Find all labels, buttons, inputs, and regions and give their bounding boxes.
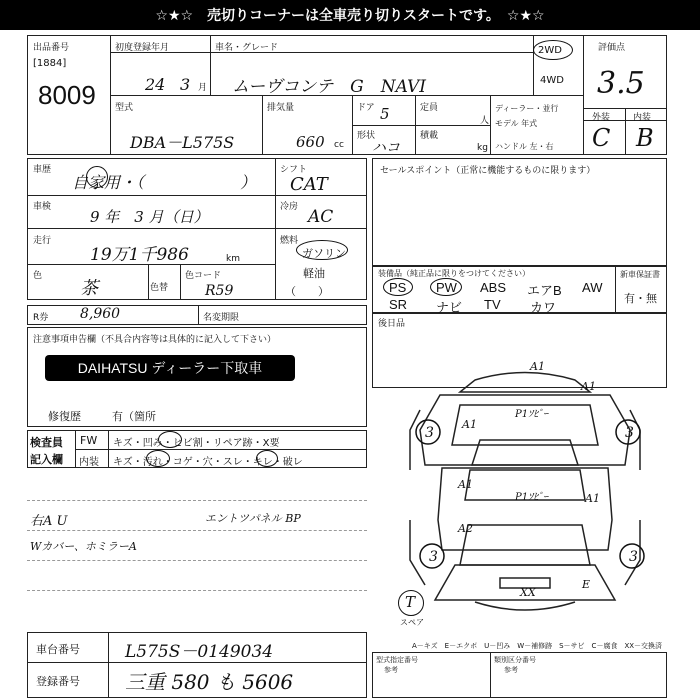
chassis-label: 車台番号	[36, 643, 80, 656]
r-price-label: R券	[33, 313, 49, 323]
spare-mark: T	[405, 593, 416, 611]
model-year: モデル 年式	[495, 119, 538, 128]
mark-hood: P1ｿﾋﾟｰ	[515, 409, 549, 420]
load-label: 積載	[420, 131, 439, 141]
color-label: 色	[33, 271, 43, 281]
plate-label: 登録番号	[36, 675, 80, 688]
inspector-mark-1	[158, 431, 182, 448]
mileage-unit: km	[226, 254, 240, 264]
color-code-label: 色コード	[185, 271, 222, 281]
rear-items-label: 後日品	[378, 319, 406, 329]
score-label: 評価点	[598, 43, 626, 53]
color-code: R59	[205, 283, 234, 299]
drive-2wd-circle	[533, 40, 573, 60]
model-label: 型式	[115, 103, 134, 113]
handle: ハンドル 左・右	[495, 142, 554, 151]
load-unit: kg	[477, 143, 488, 153]
sales-point-label: セールスポイント（正常に機能するものに限ります）	[380, 166, 596, 176]
plate-value: 三重 580 も 5606	[125, 670, 294, 694]
dealer-tag: DAIHATSU ディーラー下取車	[45, 355, 295, 381]
model-value: DBA－L575S	[130, 133, 235, 152]
class-number-label: 類別区分番号	[494, 656, 536, 664]
equip-ps: PS	[389, 280, 407, 295]
score-value: 3.5	[597, 66, 645, 101]
fuel-paren: （ ）	[285, 285, 329, 298]
r-price-frame	[27, 305, 367, 325]
wheel-front-right: 3	[625, 425, 634, 441]
mark-roof: P1ｿﾋﾟｰ	[515, 492, 549, 503]
lot-sub: [1884]	[33, 58, 67, 69]
repair-value: 有（箇所	[112, 410, 156, 423]
drive-4wd: 4WD	[540, 75, 564, 86]
wheel-rear-right: 3	[629, 549, 638, 565]
r-price-value: 8,960	[80, 306, 121, 322]
header-banner: ☆★☆ 売切りコーナーは全車売り切りスタートです。 ☆★☆	[0, 0, 700, 30]
notes-label: 注意事項申告欄（不具合内容等は具体的に記入して下さい）	[33, 335, 277, 345]
name-change-label: 名変期限	[203, 313, 240, 323]
first-reg-month-unit: 月	[198, 83, 208, 93]
car-name-value: ムーヴコンテ G NAVI	[232, 77, 427, 97]
mark-right-door: A1	[585, 492, 600, 505]
equip-airbag: エアB	[527, 283, 562, 298]
score-int-label: 内装	[633, 113, 652, 123]
score-int: B	[636, 124, 654, 152]
history-circle	[86, 166, 108, 188]
inspector-inner: 内装	[79, 457, 99, 468]
chassis-value: L575S－0149034	[125, 642, 274, 662]
ref-label-1: 参考	[384, 666, 398, 674]
displacement-label: 排気量	[267, 103, 295, 113]
displacement-value: 660	[296, 133, 325, 151]
damage-legend: A－キズ E－エクボ U－凹み W－補修跡 S－サビ C－腐食 XX－交換済	[412, 642, 663, 650]
inspection-value: 9 年 3 月（日）	[90, 208, 209, 226]
history-label: 車歴	[33, 165, 52, 175]
shift-label: シフト	[280, 165, 308, 175]
comment-3: エントツパネル BP	[205, 512, 301, 525]
equip-pw: PW	[436, 280, 457, 295]
first-reg-label: 初度登録年月	[115, 43, 170, 53]
mark-left-rear: A2	[458, 522, 473, 535]
shift-value: CAT	[290, 174, 328, 195]
repair-label: 修復歴	[48, 410, 81, 423]
warranty-options: 有・無	[624, 292, 657, 305]
shape-value: ハコ	[372, 140, 400, 156]
mark-front-bumper: A1	[530, 360, 545, 373]
warranty-label: 新車保証書	[620, 270, 660, 279]
inspector-inner-text: キズ・汚れ・コゲ・穴・スレ・キレ・破レ	[113, 457, 303, 468]
spare-label: スペア	[400, 618, 424, 627]
wheel-rear-left: 3	[429, 549, 438, 565]
dealer-parallel: ディーラー・並行	[495, 104, 559, 113]
aircon-label: 冷房	[280, 202, 299, 212]
equip-navi: ナビ	[436, 300, 463, 315]
capacity-unit: 人	[480, 116, 490, 126]
mileage-label: 走行	[33, 236, 52, 246]
color-value: 茶	[80, 278, 98, 299]
lot-label: 出品番号	[33, 43, 70, 53]
displacement-unit: cc	[334, 140, 344, 150]
doors-value: 5	[380, 105, 390, 123]
fuel-gasoline: ガソリン	[302, 247, 346, 260]
history-value: 自家用・（ ）	[72, 173, 257, 192]
fuel-label: 燃料	[280, 236, 299, 246]
inspector-fw: FW	[80, 434, 98, 447]
aircon-value: AC	[308, 207, 334, 227]
first-reg-year: 24	[145, 75, 166, 94]
inspector-fw-text: キズ・凹み・ヒビ割・リペア跡・X要	[113, 438, 280, 449]
ref-label-2: 参考	[504, 666, 518, 674]
score-ext: C	[592, 124, 611, 152]
mileage-value: 19万1千986	[90, 245, 189, 265]
comment-1: 右A U	[30, 514, 68, 529]
color-change-label: 色替	[150, 283, 169, 293]
drive-2wd: 2WD	[538, 45, 562, 56]
lot-number: 8009	[38, 80, 96, 110]
inspector-label-1: 検査員	[30, 436, 63, 449]
inspector-mark-2	[146, 450, 170, 467]
shape-label: 形状	[357, 131, 376, 141]
fuel-circle	[296, 240, 348, 260]
equip-aw: AW	[582, 280, 603, 295]
type-designation-label: 型式指定番号	[376, 656, 418, 664]
inspector-mark-3	[256, 450, 278, 467]
score-ext-label: 外装	[592, 113, 611, 123]
equip-leather: カワ	[530, 300, 557, 315]
inspector-label-2: 記入欄	[30, 453, 63, 466]
equip-abs: ABS	[480, 280, 507, 295]
doors-label: ドア	[357, 103, 375, 113]
mark-front-right: A1	[581, 380, 596, 393]
mark-rear-right: E	[582, 578, 591, 591]
inspection-label: 車検	[33, 202, 52, 212]
fuel-diesel: 軽油	[303, 267, 325, 280]
equipment-label: 装備品（純正品に限りをつけてください）	[378, 269, 530, 278]
wheel-front-left: 3	[425, 425, 434, 441]
mark-rear-bumper: XX	[520, 586, 536, 599]
equip-sr: SR	[389, 297, 408, 312]
mark-left-door: A1	[458, 478, 473, 491]
mark-front-left: A1	[462, 418, 477, 431]
equip-ps-circle	[383, 278, 413, 296]
car-name-label: 車名・グレード	[215, 43, 279, 53]
equip-tv: TV	[484, 297, 501, 312]
equip-pw-circle	[430, 278, 462, 296]
first-reg-month: 3	[180, 75, 191, 94]
capacity-label: 定員	[420, 103, 439, 113]
comment-2: Wカバー、ホミラーA	[30, 540, 137, 553]
